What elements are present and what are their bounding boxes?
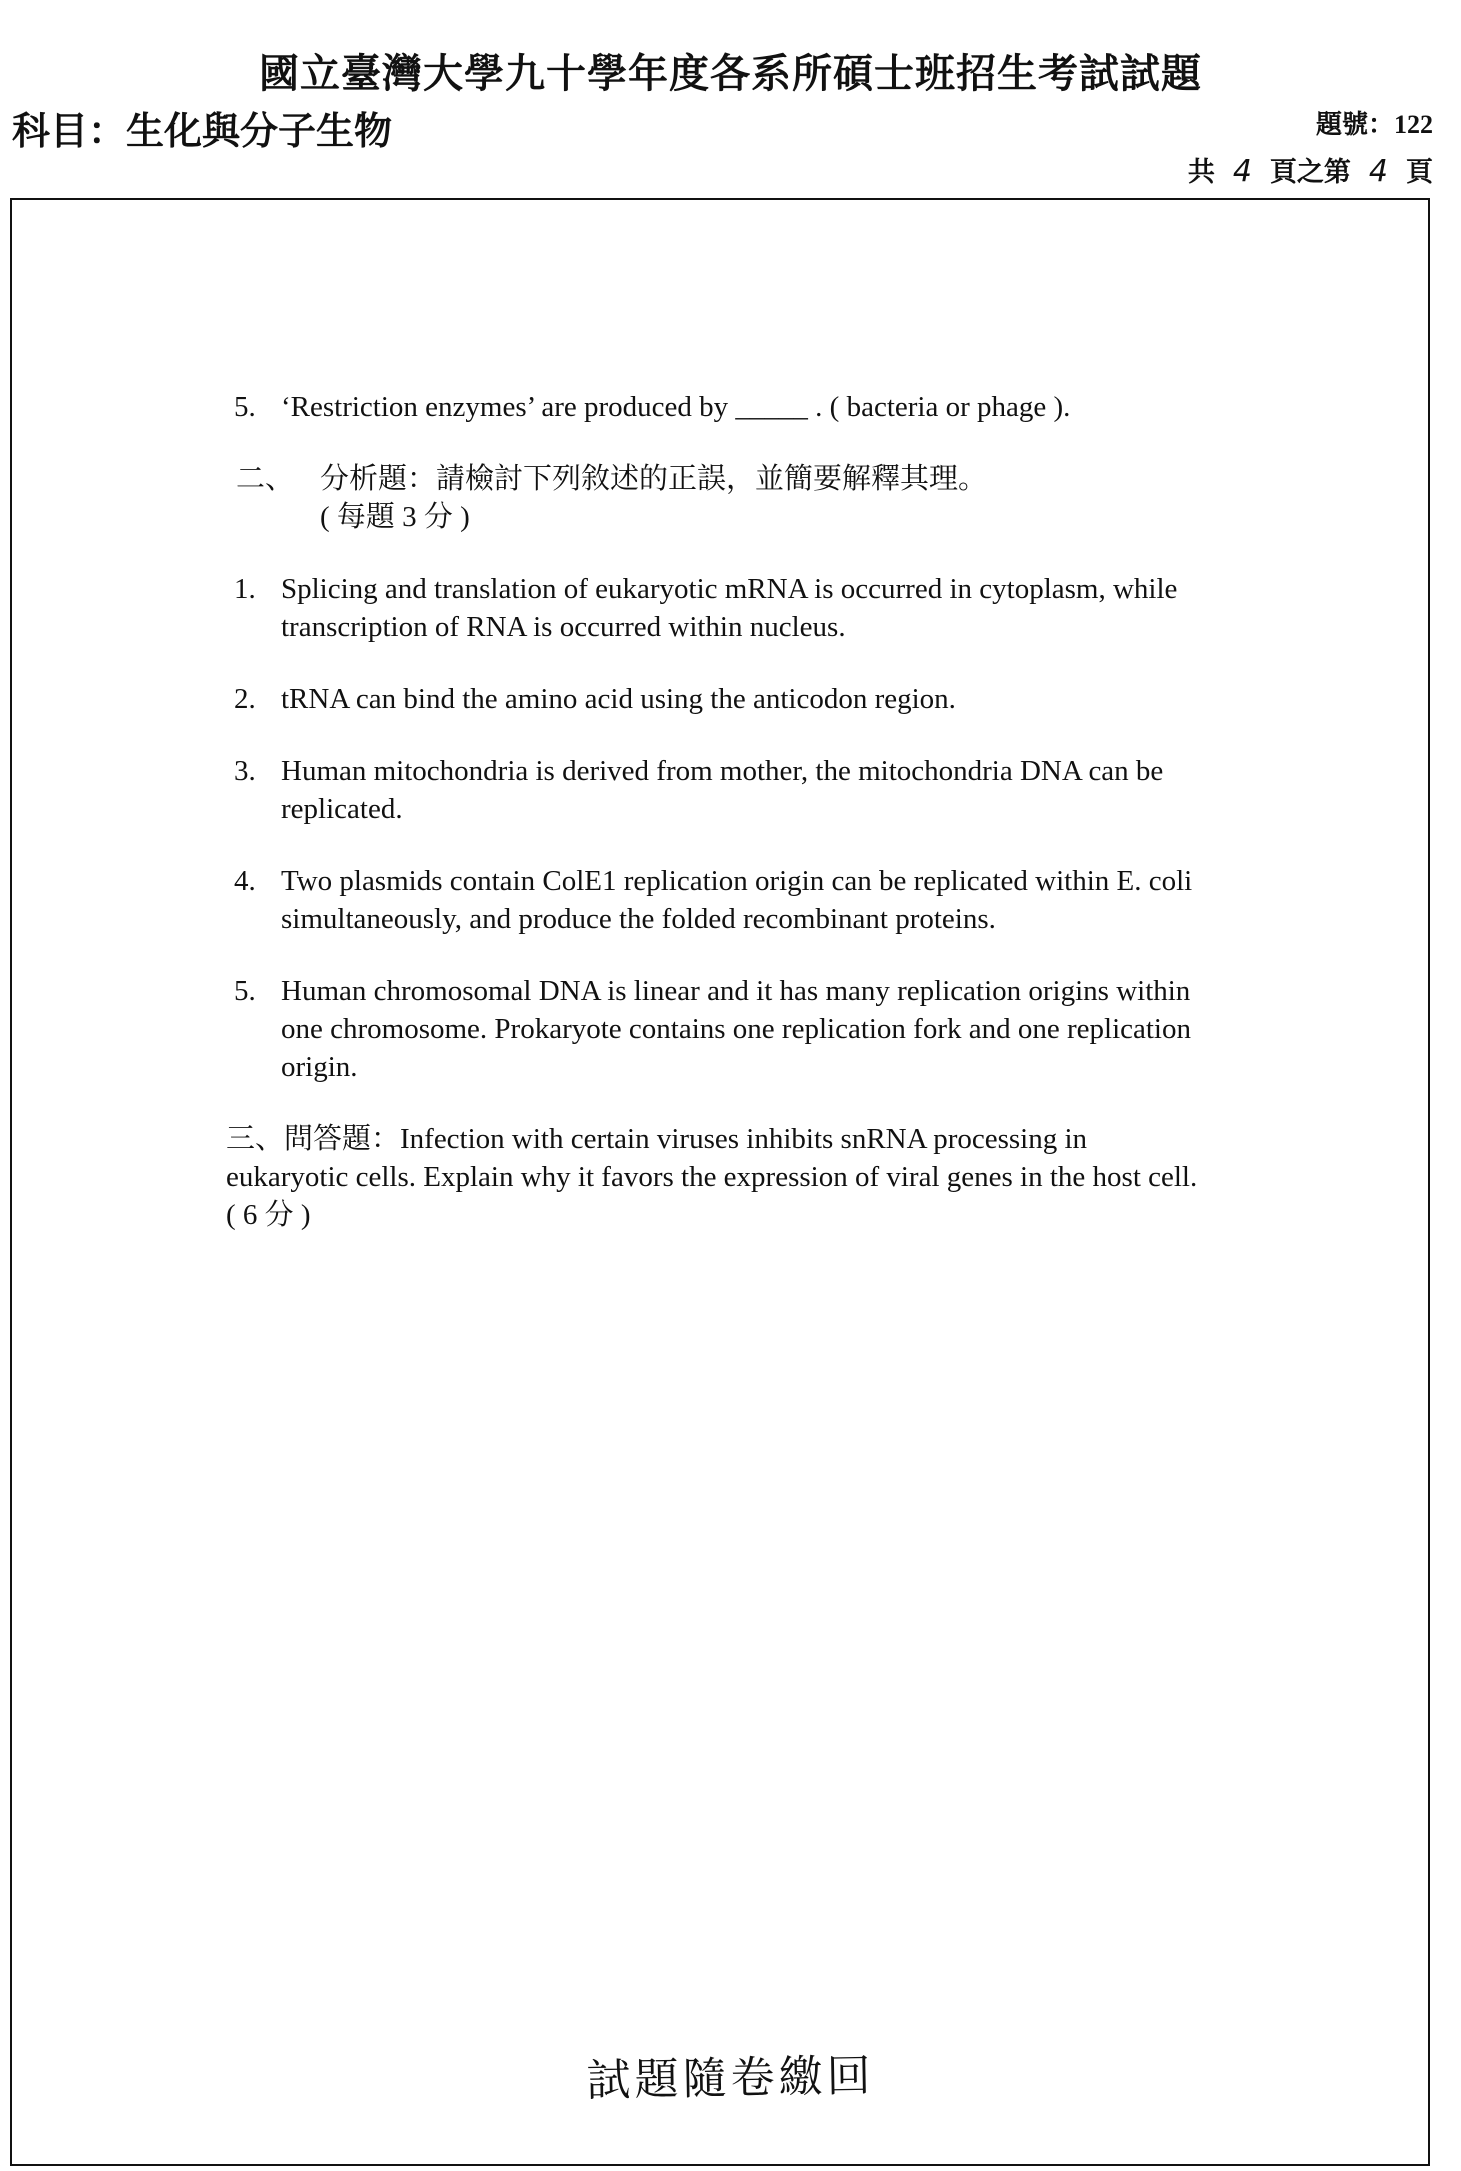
page-total-label: 共	[1187, 157, 1215, 187]
item-number: 5.	[234, 391, 256, 423]
item-text: ‘Restriction enzymes’ are produced by _____ . ( bacteria or phage ).	[281, 391, 1071, 423]
exam-content	[226, 388, 1206, 1234]
exam-title: 國立臺灣大學九十學年度各系所碩士班招生考試試題	[259, 51, 1202, 96]
item-text: Two plasmids contain ColE1 replication origin can be replicated within E. coli simultaneously, and produce the folded recombinant proteins.	[281, 865, 1193, 935]
item-number: 1.	[234, 573, 256, 605]
page-count	[1188, 150, 1433, 189]
item-number: 2.	[234, 683, 256, 715]
footer-stamp: 試題隨卷繳回	[586, 2050, 876, 2107]
item-text: Human chromosomal DNA is linear and it has many replication origins within one chromosome. Prokaryote contains one replication fork and one replication origin.	[281, 975, 1191, 1083]
item-text: Splicing and translation of eukaryotic mRNA is occurred in cytoplasm, while transcription of RNA is occurred within nucleus.	[281, 573, 1178, 643]
section-marker: 二、	[236, 463, 295, 495]
subject-label: 科目：生化與分子生物	[12, 111, 393, 153]
item-text: tRNA can bind the amino acid using the anticodon region.	[281, 683, 956, 715]
section-two-heading	[226, 460, 1206, 536]
section-three-question: 三、問答題：Infection with certain viruses inhibits snRNA processing in eukaryotic cells. Explain why it favors the expression of viral genes in the host cell. ( 6 分 )	[226, 1123, 1198, 1231]
item-number: 3.	[234, 755, 256, 787]
analysis-item-5	[226, 972, 1206, 1086]
page-current: 4	[1368, 154, 1388, 189]
analysis-item-4	[226, 862, 1206, 938]
item-text: Human mitochondria is derived from mother, the mitochondria DNA can be replicated.	[281, 755, 1164, 825]
fill-item-5	[226, 388, 1206, 426]
item-number: 4.	[234, 865, 256, 897]
page-end-label: 頁	[1406, 157, 1433, 187]
question-number: 題號：122	[1315, 110, 1433, 139]
item-number: 5.	[234, 975, 256, 1007]
page-middle-label: 頁之第	[1269, 157, 1351, 187]
analysis-item-1	[226, 570, 1206, 646]
analysis-item-2	[226, 680, 1206, 718]
section-points: ( 每題 3 分 )	[320, 501, 470, 533]
page-total: 4	[1232, 154, 1252, 189]
section-heading-text: 分析題：請檢討下列敘述的正誤，並簡要解釋其理。	[320, 463, 988, 495]
analysis-item-3	[226, 752, 1206, 828]
